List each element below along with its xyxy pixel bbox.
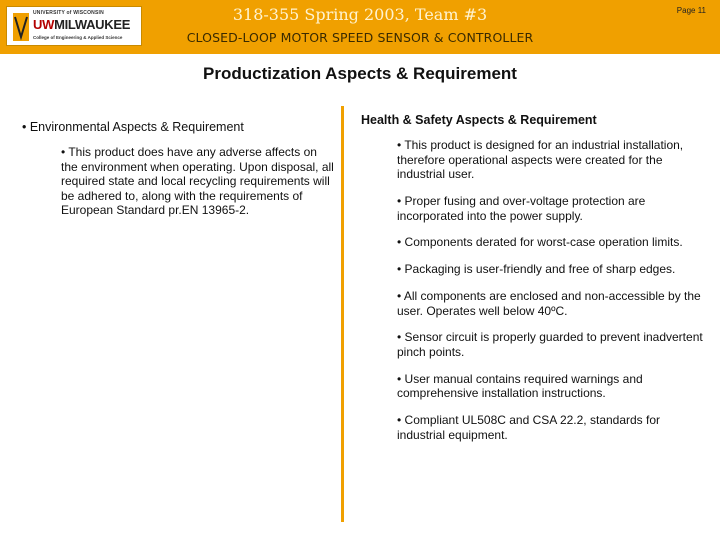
list-item: • User manual contains required warnings and comprehensive installation instructions. [397, 371, 643, 401]
list-item: • Sensor circuit is properly guarded to prevent inadvertent pinch points. [397, 330, 703, 359]
logo-milwaukee-text: MILWAUKEE [54, 17, 131, 32]
column-divider [341, 106, 344, 522]
health-safety-heading: Health & Safety Aspects & Requirement [361, 113, 597, 127]
environmental-heading: • Environmental Aspects & Requirement [22, 120, 244, 134]
logo-university-text: UNIVERSITY of WISCONSIN [33, 10, 104, 16]
list-item: • All components are enclosed and non-accessible by the user. Operates well below 40ºC. [397, 288, 701, 318]
list-item: • This product is designed for an industrial installation, therefore operational aspects were created for the industrial user. [397, 138, 684, 182]
environmental-bullet: • This product does have any adverse affects on the environment when operating. Upon disposal, all required state and local recycling requirements will be adhered to, along with the requirements of European Standard pr.EN 13965-2. [61, 145, 334, 218]
page-number: Page 11 [676, 6, 706, 15]
list-item: • Packaging is user-friendly and free of sharp edges. [397, 262, 676, 277]
list-item: • Compliant UL508C and CSA 22.2, standards for industrial equipment. [397, 413, 661, 442]
health-safety-list [397, 138, 707, 454]
list-item: • Proper fusing and over-voltage protection are incorporated into the power supply. [397, 193, 646, 223]
list-item: • Components derated for worst-case operation limits. [397, 235, 683, 250]
page-title: Productization Aspects & Requirement [203, 64, 517, 83]
logo-uw-text: UW [33, 17, 55, 32]
logo-college-text: College of Engineering & Applied Science [33, 35, 123, 40]
header-bar [0, 0, 720, 54]
header-title: 318-355 Spring 2003, Team #3 [232, 5, 488, 24]
header-subtitle: CLOSED-LOOP MOTOR SPEED SENSOR & CONTROLLER [186, 30, 534, 45]
